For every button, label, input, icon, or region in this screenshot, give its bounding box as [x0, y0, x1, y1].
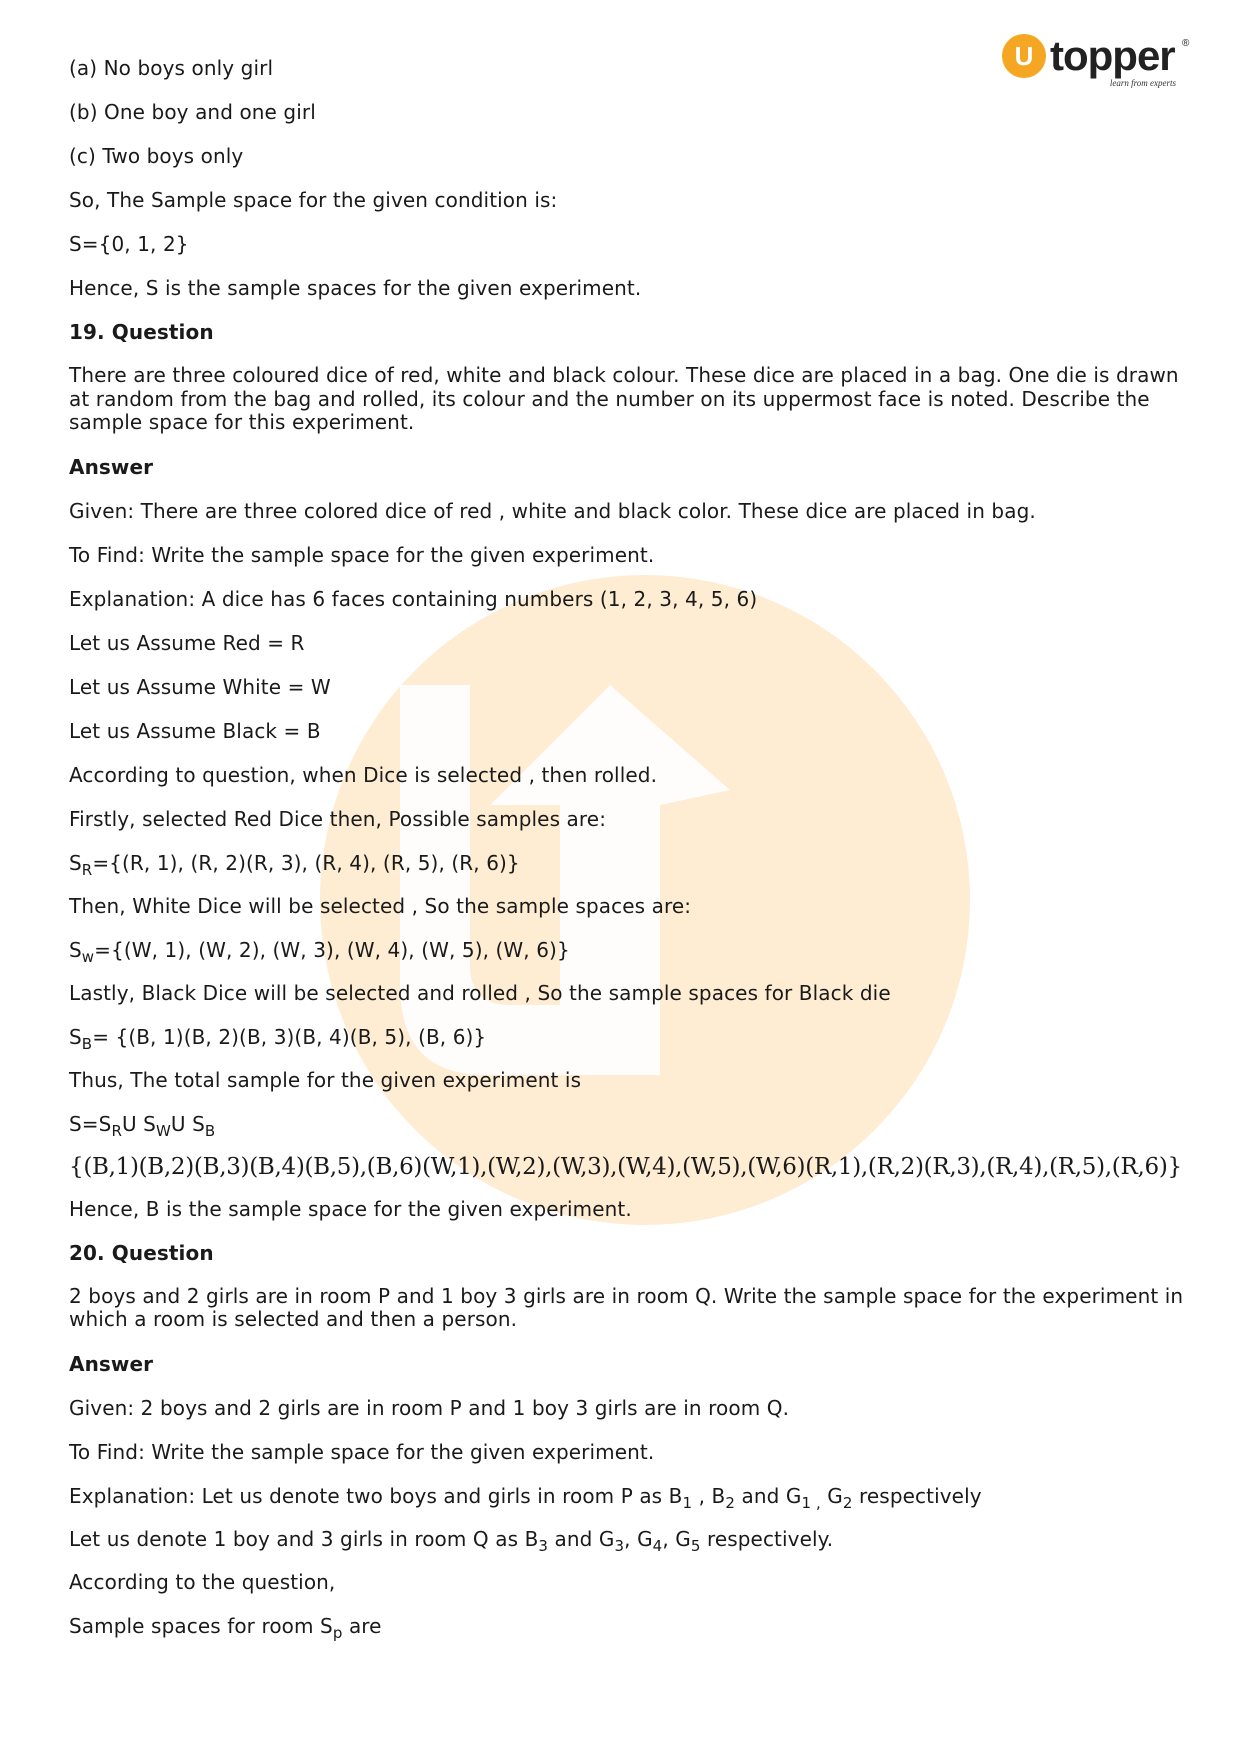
union-formula: $S=S_RU$ $S_WU$ $S_B$: [69, 1111, 216, 1140]
sample-black: $S_B= \{(B$, 1)(B, 2)(B, 3)(B, 4)(B, 5), (B, 6)}: [69, 1024, 487, 1053]
white-dice-intro: Then, White Dice will be selected , So the sample spaces are:: [69, 893, 692, 918]
registered-mark: ®: [1182, 38, 1190, 49]
total-sample-intro: Thus, The total sample for the given experiment is: [69, 1067, 582, 1092]
document-body: [69, 56, 1189, 1658]
question-19-heading: 19. Question: [69, 320, 214, 344]
assume-white: Let us Assume White = W: [69, 674, 331, 699]
sample-space-intro: So, The Sample space for the given condition is:: [69, 188, 558, 212]
answer-20-heading: Answer: [69, 1351, 154, 1376]
explanation-19: Explanation: A dice has 6 faces containing numbers (1, 2, 3, 4, 5, 6): [69, 586, 758, 611]
assume-black: Let us Assume Black = B: [69, 718, 321, 743]
to-find-19: To Find: Write the sample space for the given experiment.: [69, 542, 655, 567]
option-a: (a) No boys only girl: [69, 56, 274, 80]
sample-red: $S_R=\{(R$, 1), (R, 2)(R, 3), (R, 4), (R, 5), (R, 6)}: [69, 850, 520, 879]
total-sample-set: {(B,1)(B,2)(B,3)(B,4)(B,5),(B,6)(W,1),(W,2),(W,3),(W,4),(W,5),(W,6)(R,1),(R,2)(R,3),(R,4),(R,5),(R,6)}: [69, 1153, 1182, 1180]
question-19-text: There are three coloured dice of red, white and black colour. These dice are placed in a bag. One die is drawn at random from the bag and rolled, its colour and the number on its uppermost face is noted. Describe the sample space for this experiment.: [69, 363, 1179, 434]
given-19: Given: There are three colored dice of red , white and black color. These dice are placed in bag.: [69, 498, 1036, 523]
room-p-samples: Sample spaces for room $S_p$ are: [69, 1613, 382, 1642]
logo-graphic: [1000, 30, 1200, 96]
question-20-heading: 20. Question: [69, 1240, 214, 1265]
explanation-20: Explanation: Let us denote two boys and girls in room P as $B_1$ , $B_2$ and $G_{1 ,}$ $G_2$ respectively: [69, 1483, 982, 1512]
conclusion-19: Hence, B is the sample space for the given experiment.: [69, 1196, 632, 1221]
assume-red: Let us Assume Red = R: [69, 630, 305, 655]
room-q-denote: Let us denote 1 boy and 3 girls in room Q as $B_3$ and $G_3$, $G_4$, $G_5$ respectively.: [69, 1526, 834, 1555]
according-19: According to question, when Dice is selected , then rolled.: [69, 762, 658, 787]
option-c: (c) Two boys only: [69, 144, 244, 168]
conclusion-18: Hence, S is the sample spaces for the given experiment.: [69, 276, 642, 300]
logo-initial: U: [1014, 41, 1034, 71]
question-20-text: 2 boys and 2 girls are in room P and 1 boy 3 girls are in room Q. Write the sample space for the experiment in which a room is selected and then a person.: [69, 1283, 1184, 1331]
topper-logo: [1000, 30, 1200, 96]
option-b: (b) One boy and one girl: [69, 100, 316, 124]
sample-white: $S_w=\{(W$, 1), (W, 2), (W, 3), (W, 4), (W, 5), (W, 6)}: [69, 937, 570, 966]
black-dice-intro: Lastly, Black Dice will be selected and rolled , So the sample spaces for Black die: [69, 980, 891, 1005]
given-20: Given: 2 boys and 2 girls are in room P and 1 boy 3 girls are in room Q.: [69, 1395, 790, 1420]
logo-tagline: learn from experts: [1109, 78, 1176, 88]
sample-space-set: S={0, 1, 2}: [69, 232, 189, 256]
to-find-20: To Find: Write the sample space for the given experiment.: [69, 1439, 655, 1464]
logo-text: topper: [1050, 32, 1175, 79]
answer-19-heading: Answer: [69, 454, 154, 479]
red-dice-intro: Firstly, selected Red Dice then, Possible samples are:: [69, 806, 607, 831]
according-20: According to the question,: [69, 1569, 336, 1594]
